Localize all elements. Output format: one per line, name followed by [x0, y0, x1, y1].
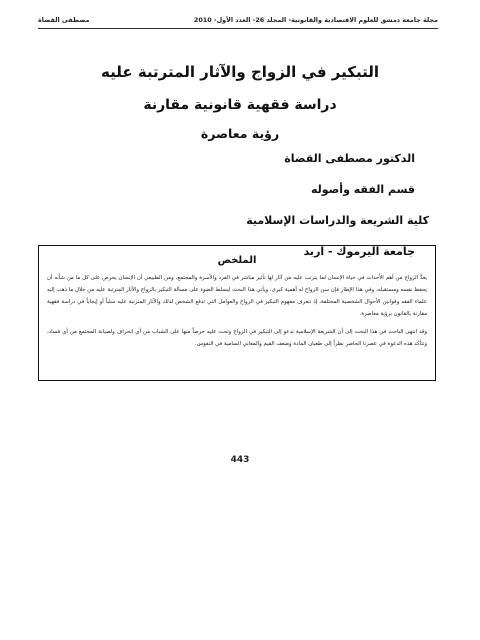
- title-block: [60, 60, 420, 144]
- journal-info: مجلة جامعة دمشق للعلوم الاقتصادية والقانونية- المجلد 26- العدد الأول- 2010: [193, 16, 438, 24]
- running-header: [38, 16, 438, 28]
- header-author: مصطفى القضاة: [38, 16, 90, 24]
- abstract-box: [38, 245, 436, 381]
- author-faculty: كلية الشريعة والدراسات الإسلامية: [246, 214, 429, 227]
- author-name: الدكتور مصطفى القضاة: [284, 152, 415, 165]
- paper-subtitle-2: رؤية معاصرة: [200, 126, 280, 141]
- abstract-paragraph-2: وقد انتهى الباحث في هذا البحث إلى أن الشريعة الإسلامية تدعو إلى التبكير في الزواج وتحث عليه حرصاً منها على الشباب من أي انحراف ولصيانة المجتمع من أي فساد، وتتأكد هذه الدعوة في عصرنا الحاضر نظراً إلى طغيان المادة وضعف القيم والمعاني السامية في النفوس.: [47, 329, 427, 347]
- author-department: قسم الفقه وأصوله: [310, 183, 415, 196]
- page-number: 443: [230, 455, 250, 465]
- abstract-paragraph-1: يعدُّ الزواج من أهم الأحداث في حياة الإنسان لما يترتب عليه من آثار لها تأثير مباشر في الفرد والأسرة والمجتمع، ومن الطبيعي أن الإنسان يحرص على كل ما من شأنه أن يحفظ نفسه ومستقبله، وفي هذا الإطار فإن سن الزواج له أهمية كبرى، ويأتي هذا البحث ليسلط الضوء على مسألة التبكير بالزواج والآثار المترتبة عليه من خلال ما ذهب إليه علماء الفقه وقوانين الأحوال الشخصية المختلفة، إذ نتعرف مفهوم التبكير في الزواج والعوامل التي تدفع الشخص لذلك والآثار المترتبة عليه سلباً أو إيجاباً في دراسة فقهية مقارنة بالقانون برؤية معاصرة.: [47, 275, 427, 317]
- abstract-heading: الملخص: [217, 255, 257, 266]
- author-university: جامعة اليرموك - اربد: [303, 245, 415, 258]
- header-rule: [38, 28, 438, 29]
- paper-subtitle: دراسة فقهية قانونية مقارنة: [143, 97, 337, 113]
- paper-title: التبكير في الزواج والآثار المترتبة عليه: [101, 63, 379, 81]
